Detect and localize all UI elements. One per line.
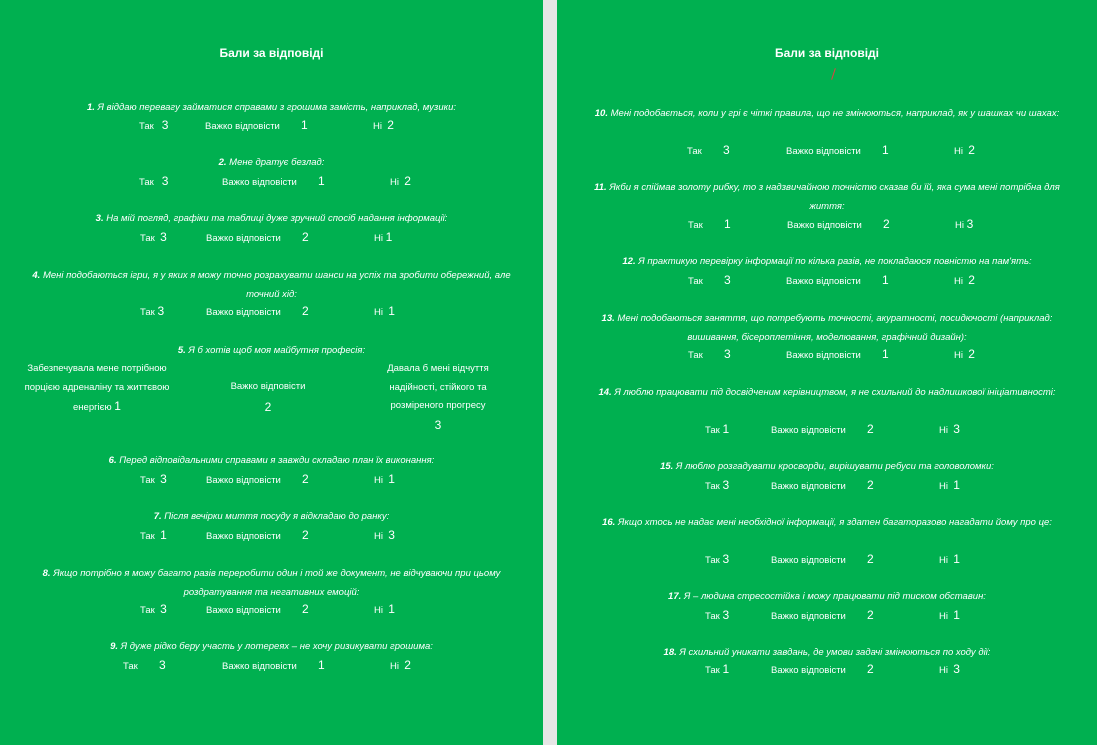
answer-points: 2 bbox=[882, 217, 890, 231]
answer-no bbox=[939, 552, 960, 566]
question-number: 8. bbox=[42, 568, 51, 579]
answer-no bbox=[939, 478, 960, 492]
page-title: Бали за відповіді bbox=[219, 46, 324, 60]
answer-points: 1 bbox=[953, 478, 960, 492]
answer-label: Ні bbox=[390, 661, 399, 672]
answer-points: 3 bbox=[722, 552, 730, 566]
answer-no bbox=[374, 230, 392, 244]
question-text: Я люблю розгадувати кросворди, вирішувати ребуси та головоломки: bbox=[675, 461, 994, 472]
question-text: Я люблю працювати під досвідченим керівництвом, я не схильний до надлишкової ініціативності: bbox=[614, 387, 1056, 398]
answer-no bbox=[939, 662, 960, 676]
answer-hard bbox=[206, 304, 309, 318]
answers-row-6 bbox=[0, 472, 543, 488]
answer-label: Ні bbox=[939, 665, 948, 676]
answer-label: Ні bbox=[955, 220, 964, 231]
question-14 bbox=[577, 384, 1077, 403]
question-text: Я б хотів щоб моя майбутня професія: bbox=[188, 345, 366, 356]
answer-yes bbox=[140, 602, 167, 616]
answer-points: 2 bbox=[387, 118, 394, 132]
answer-hard bbox=[771, 478, 874, 492]
question-16 bbox=[577, 514, 1077, 533]
question-number: 6. bbox=[108, 455, 117, 466]
question-18 bbox=[577, 644, 1077, 663]
answer-label: Важко відповісти bbox=[206, 233, 281, 244]
answer-yes bbox=[687, 143, 730, 157]
answer-label: Важко відповісти bbox=[771, 481, 846, 492]
answer-label: Важко відповісти bbox=[771, 425, 846, 436]
option-stability bbox=[368, 360, 508, 434]
answer-points: 3 bbox=[157, 304, 165, 318]
answer-points: 1 bbox=[881, 143, 889, 157]
answer-label: Важко відповісти bbox=[786, 276, 861, 287]
answer-no bbox=[374, 472, 395, 486]
answer-no bbox=[373, 118, 394, 132]
answer-label: Ні bbox=[939, 425, 948, 436]
answer-yes bbox=[705, 552, 729, 566]
question-number: 11. bbox=[594, 182, 607, 193]
answer-hard bbox=[771, 552, 874, 566]
answer-label: Так bbox=[139, 121, 154, 132]
answer-points: 1 bbox=[723, 217, 731, 231]
answers-row-13 bbox=[557, 347, 1097, 363]
answer-no bbox=[374, 528, 395, 542]
answer-yes bbox=[140, 304, 164, 318]
option-points: 2 bbox=[264, 399, 272, 414]
answer-no bbox=[390, 658, 411, 672]
answer-no bbox=[939, 608, 960, 622]
question-number: 5. bbox=[177, 345, 186, 356]
question-2 bbox=[20, 154, 523, 173]
answer-label: Ні bbox=[374, 233, 383, 244]
answer-hard bbox=[771, 422, 874, 436]
answer-label: Так bbox=[123, 661, 138, 672]
answer-label: Важко відповісти bbox=[206, 531, 281, 542]
answer-label: Ні bbox=[374, 307, 383, 318]
answers-row-15 bbox=[557, 478, 1097, 494]
question-text: Мені подобаються ігри, я у яких я можу точно розрахувати шанси на успіх та зробити обережний, але точний хід: bbox=[42, 270, 511, 300]
page-title: Бали за відповіді bbox=[774, 46, 879, 60]
answers-row-1 bbox=[0, 118, 543, 134]
answer-hard bbox=[771, 662, 874, 676]
answer-points: 3 bbox=[388, 528, 395, 542]
answer-points: 3 bbox=[966, 217, 974, 231]
answer-label: Ні bbox=[374, 475, 383, 486]
answer-label: Важко відповісти bbox=[205, 121, 280, 132]
question-text: Якщо хтось не надає мені необхідної інформації, я здатен багаторазово нагадати йому про це: bbox=[617, 517, 1052, 528]
question-text: Я схильний уникати завдань, де умови задачі змінюються по ходу дії: bbox=[679, 647, 991, 658]
answer-hard bbox=[206, 230, 309, 244]
answer-no bbox=[954, 143, 975, 157]
answer-label: Так bbox=[140, 475, 155, 486]
question-text: Я практикую перевірку інформації по кілька разів, не покладаюся повністю на пам'ять: bbox=[638, 256, 1032, 267]
question-text: Я віддаю перевагу займатися справами з грошима замість, наприклад, музики: bbox=[97, 102, 457, 113]
answer-label: Важко відповісти bbox=[786, 350, 861, 361]
answer-points: 2 bbox=[866, 662, 874, 676]
option-points: 3 bbox=[434, 417, 442, 432]
question-text: Мені подобається, коли у грі є чіткі правила, що не змінюються, наприклад, як у шашках чи шахах: bbox=[610, 108, 1060, 119]
answer-points: 1 bbox=[722, 422, 730, 436]
question-1 bbox=[20, 99, 523, 118]
answer-points: 2 bbox=[866, 552, 874, 566]
answer-yes bbox=[688, 217, 731, 231]
answer-yes bbox=[688, 273, 731, 287]
answer-points: 2 bbox=[301, 528, 309, 542]
answer-hard bbox=[206, 528, 309, 542]
answer-points: 3 bbox=[722, 478, 730, 492]
question-number: 1. bbox=[86, 102, 95, 113]
question-11 bbox=[577, 179, 1077, 216]
answer-label: Ні bbox=[954, 350, 963, 361]
answer-label: Ні bbox=[390, 177, 399, 188]
answer-hard bbox=[206, 602, 309, 616]
question-8 bbox=[20, 565, 523, 602]
answer-label: Важко відповісти bbox=[206, 307, 281, 318]
answers-row-9 bbox=[0, 658, 543, 674]
answer-points: 3 bbox=[158, 658, 166, 672]
answer-label: Так bbox=[705, 665, 720, 676]
answer-points: 3 bbox=[161, 118, 169, 132]
answer-yes bbox=[705, 608, 729, 622]
question-12 bbox=[577, 253, 1077, 272]
pen-mark bbox=[831, 68, 836, 80]
question-text: Якби я спіймав золоту рибку, то з надзвичайною точністю сказав би їй, яка сума мені потрібна для життя: bbox=[609, 182, 1060, 212]
answer-yes bbox=[705, 422, 729, 436]
answer-label: Так bbox=[140, 307, 155, 318]
option-points: 1 bbox=[114, 399, 121, 413]
answer-label: Ні bbox=[374, 605, 383, 616]
question-15 bbox=[577, 458, 1077, 477]
answers-row-3 bbox=[0, 230, 543, 246]
answer-label: Так bbox=[705, 611, 720, 622]
answer-label: Важко відповісти bbox=[787, 220, 862, 231]
answer-points: 1 bbox=[388, 304, 395, 318]
answer-points: 3 bbox=[160, 472, 167, 486]
option-label: Важко відповісти bbox=[230, 381, 306, 392]
answer-label: Ні bbox=[939, 611, 948, 622]
answer-points: 2 bbox=[301, 472, 309, 486]
answer-points: 2 bbox=[968, 273, 975, 287]
answers-row-18 bbox=[557, 662, 1097, 678]
question-text: Я – людина стресостійка і можу працювати під тиском обставин: bbox=[683, 591, 986, 602]
question-number: 17. bbox=[668, 591, 682, 602]
question-9 bbox=[20, 638, 523, 657]
answers-row-11 bbox=[557, 217, 1097, 233]
answer-points: 3 bbox=[953, 662, 960, 676]
question-number: 12. bbox=[622, 256, 636, 267]
answer-points: 3 bbox=[722, 143, 730, 157]
answers-row-2 bbox=[0, 174, 543, 190]
answer-label: Так bbox=[705, 481, 720, 492]
answer-label: Так bbox=[687, 146, 702, 157]
answer-label: Ні bbox=[374, 531, 383, 542]
answer-yes bbox=[123, 658, 166, 672]
question-4 bbox=[20, 267, 523, 304]
answer-points: 2 bbox=[404, 658, 411, 672]
question-text: Мене дратує безлад: bbox=[229, 157, 325, 168]
answer-label: Важко відповісти bbox=[222, 661, 297, 672]
question-text: Мені подобаються заняття, що потребують точності, акуратності, посидючості (наприклад: вишивання, бісероплетіння, моделювання, графічний дизайн): bbox=[617, 313, 1053, 343]
question-number: 15. bbox=[660, 461, 674, 472]
answers-row-16 bbox=[557, 552, 1097, 568]
answer-points: 3 bbox=[723, 347, 731, 361]
answer-label: Так bbox=[140, 233, 155, 244]
answer-label: Важко відповісти bbox=[771, 665, 846, 676]
answer-points: 1 bbox=[881, 273, 889, 287]
question-number: 18. bbox=[663, 647, 677, 658]
answer-points: 2 bbox=[968, 347, 975, 361]
answer-hard bbox=[786, 273, 889, 287]
answer-label: Ні bbox=[939, 481, 948, 492]
question-number: 3. bbox=[95, 213, 104, 224]
question-number: 9. bbox=[110, 641, 119, 652]
question-number: 7. bbox=[153, 511, 162, 522]
page-left bbox=[0, 0, 543, 745]
answer-points: 1 bbox=[160, 528, 167, 542]
answers-row-4 bbox=[0, 304, 543, 320]
answer-hard bbox=[786, 347, 889, 361]
answers-row-17 bbox=[557, 608, 1097, 624]
question-text: Якщо потрібно я можу багато разів переробити один і той же документ, не відчуваючи при цьому роздратування та негативних емоцій: bbox=[53, 568, 501, 598]
option-hard bbox=[198, 378, 338, 416]
question-number: 10. bbox=[594, 108, 608, 119]
answer-points: 2 bbox=[301, 230, 309, 244]
answer-points: 1 bbox=[388, 472, 395, 486]
answer-hard bbox=[222, 658, 325, 672]
answers-row-8 bbox=[0, 602, 543, 618]
option-adrenaline bbox=[24, 360, 170, 418]
answer-points: 1 bbox=[953, 552, 960, 566]
answer-label: Важко відповісти bbox=[206, 475, 281, 486]
answer-label: Ні bbox=[939, 555, 948, 566]
answer-points: 3 bbox=[722, 608, 730, 622]
question-6 bbox=[20, 452, 523, 471]
question-number: 13. bbox=[601, 313, 615, 324]
answer-no bbox=[374, 304, 395, 318]
answer-label: Важко відповісти bbox=[786, 146, 861, 157]
answer-points: 3 bbox=[160, 230, 167, 244]
answer-label: Так bbox=[139, 177, 154, 188]
answer-points: 1 bbox=[317, 174, 325, 188]
answer-points: 1 bbox=[300, 118, 308, 132]
question-5 bbox=[20, 342, 523, 361]
option-label: Давала б мені відчуття надійності, стійкого та розміреного прогресу bbox=[387, 363, 489, 411]
question-text: Перед відповідальними справами я завжди складаю план їх виконання: bbox=[119, 455, 435, 466]
answer-label: Важко відповісти bbox=[771, 611, 846, 622]
answer-yes bbox=[139, 118, 168, 132]
answer-yes bbox=[688, 347, 731, 361]
option-label: Забезпечувала мене потрібною порцією адреналіну та життєвою енергією bbox=[24, 363, 170, 413]
answer-hard bbox=[786, 143, 889, 157]
answer-no bbox=[954, 273, 975, 287]
question-text: Після вечірки миття посуду я відкладаю до ранку: bbox=[164, 511, 390, 522]
answer-points: 2 bbox=[404, 174, 411, 188]
answer-points: 2 bbox=[968, 143, 975, 157]
answers-row-7 bbox=[0, 528, 543, 544]
answer-label: Так bbox=[688, 220, 703, 231]
answer-hard bbox=[205, 118, 308, 132]
answers-row-12 bbox=[557, 273, 1097, 289]
question-3 bbox=[20, 210, 523, 229]
answer-no bbox=[374, 602, 395, 616]
answer-yes bbox=[139, 174, 168, 188]
answer-points: 2 bbox=[301, 602, 309, 616]
answer-hard bbox=[771, 608, 874, 622]
answer-label: Важко відповісти bbox=[222, 177, 297, 188]
answer-no bbox=[939, 422, 960, 436]
answer-label: Так bbox=[688, 350, 703, 361]
answer-points: 3 bbox=[161, 174, 169, 188]
answer-points: 3 bbox=[953, 422, 960, 436]
answer-hard bbox=[222, 174, 325, 188]
question-text: Я дуже рідко беру участь у лотереях – не хочу ризикувати грошима: bbox=[120, 641, 433, 652]
answer-hard bbox=[787, 217, 890, 231]
answer-points: 2 bbox=[866, 422, 874, 436]
answer-points: 3 bbox=[723, 273, 731, 287]
answer-points: 3 bbox=[160, 602, 167, 616]
answer-no bbox=[390, 174, 411, 188]
question-13 bbox=[577, 310, 1077, 347]
answer-points: 1 bbox=[953, 608, 960, 622]
answer-yes bbox=[140, 528, 167, 542]
question-10 bbox=[577, 105, 1077, 124]
answer-points: 1 bbox=[385, 230, 393, 244]
question-number: 4. bbox=[32, 270, 41, 281]
answer-yes bbox=[140, 230, 167, 244]
answer-label: Ні bbox=[373, 121, 382, 132]
answer-yes bbox=[705, 478, 729, 492]
answer-label: Важко відповісти bbox=[771, 555, 846, 566]
answers-row-14 bbox=[557, 422, 1097, 438]
answer-no bbox=[955, 217, 973, 231]
answer-hard bbox=[206, 472, 309, 486]
question-number: 2. bbox=[218, 157, 227, 168]
answer-label: Так bbox=[705, 555, 720, 566]
answer-points: 1 bbox=[722, 662, 730, 676]
answers-row-10 bbox=[557, 143, 1097, 159]
answer-points: 2 bbox=[301, 304, 309, 318]
answer-label: Ні bbox=[954, 276, 963, 287]
answer-label: Так bbox=[140, 531, 155, 542]
question-17 bbox=[577, 588, 1077, 607]
answer-points: 1 bbox=[388, 602, 395, 616]
answer-label: Так bbox=[705, 425, 720, 436]
answer-label: Важко відповісти bbox=[206, 605, 281, 616]
question-number: 14. bbox=[598, 387, 612, 398]
answer-yes bbox=[705, 662, 729, 676]
answer-label: Так bbox=[688, 276, 703, 287]
answer-label: Так bbox=[140, 605, 155, 616]
answer-points: 1 bbox=[881, 347, 889, 361]
page-right bbox=[557, 0, 1097, 745]
answer-no bbox=[954, 347, 975, 361]
question-number: 16. bbox=[602, 517, 616, 528]
answer-points: 2 bbox=[866, 478, 874, 492]
answer-yes bbox=[140, 472, 167, 486]
question-7 bbox=[20, 508, 523, 527]
answer-points: 1 bbox=[317, 658, 325, 672]
question-text: На мій погляд, графіки та таблиці дуже зручний спосіб надання інформації: bbox=[106, 213, 448, 224]
answer-label: Ні bbox=[954, 146, 963, 157]
answer-points: 2 bbox=[866, 608, 874, 622]
